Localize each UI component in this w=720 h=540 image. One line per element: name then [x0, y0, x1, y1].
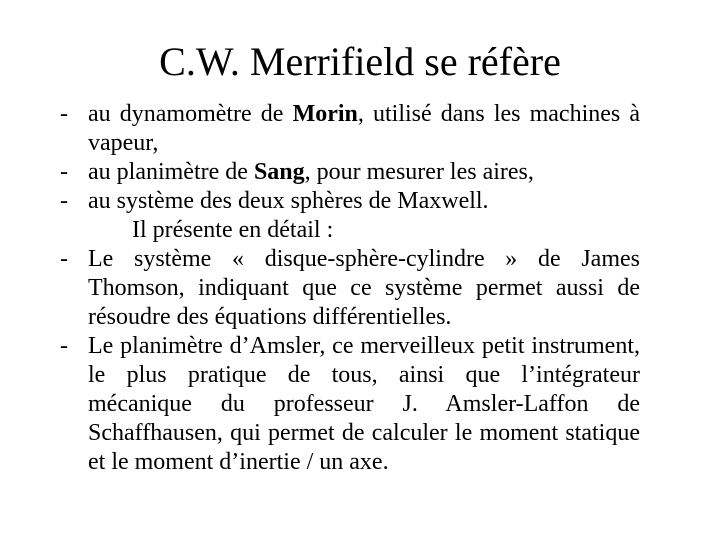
item-text: au système des deux sphères de Maxwell.: [88, 188, 489, 214]
list-item: [60, 187, 640, 216]
item-text: [88, 158, 640, 187]
item-text-pre: au dynamomètre de: [88, 101, 293, 127]
bullet-dash: -: [60, 188, 68, 214]
item-text-pre: au planimètre de: [88, 159, 254, 185]
item-text: Le système « disque-sphère-cylindre » de James Thomson, indiquant que ce système permet aussi de résoudre des équations différentielles.: [88, 246, 640, 330]
bullet-list: [60, 100, 640, 477]
item-name-bold: Sang: [253, 159, 305, 185]
list-item: [60, 100, 640, 158]
item-text: [88, 100, 640, 158]
list-item: [60, 332, 640, 477]
intro-line: Il présente en détail :: [132, 217, 334, 243]
item-text-post: , pour mesurer les aires,: [304, 159, 534, 185]
bullet-dash: -: [60, 246, 68, 272]
list-item: [60, 158, 640, 187]
slide-title: C.W. Merrifield se réfère: [159, 39, 561, 84]
bullet-dash: -: [60, 333, 68, 359]
item-name-bold: Morin: [292, 101, 358, 127]
bullet-dash: -: [60, 101, 68, 127]
item-text-post: , utilisé dans les machines à vapeur,: [88, 101, 640, 156]
list-item: [60, 245, 640, 332]
item-text: Le planimètre d’Amsler, ce merveilleux petit instrument, le plus pratique de tous, ainsi que l’intégrateur mécanique du professeur J. Amsler-Laffon de Schaffhausen, qui permet de calculer le moment statique et le moment d’inertie / un axe.: [88, 333, 640, 475]
bullet-dash: -: [60, 159, 68, 185]
